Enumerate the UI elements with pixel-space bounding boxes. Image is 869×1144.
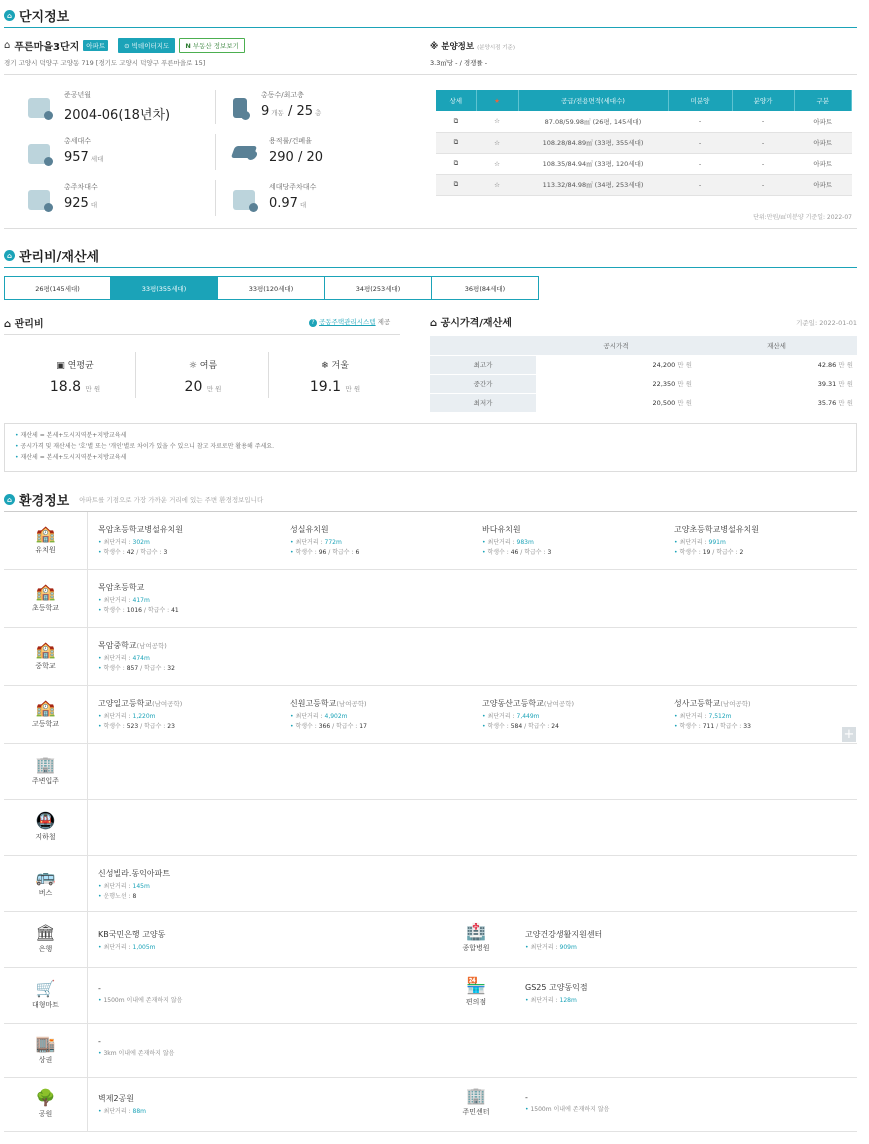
- list-item[interactable]: 목암초등학교병설유치원 • 최단거리 : 302m • 학생수 : 42 / 학급수 : 3: [98, 524, 183, 558]
- household-block: 총세대수 957 세대: [28, 136, 103, 165]
- external-link-icon[interactable]: ⧉: [436, 174, 476, 195]
- complex-header: [4, 38, 245, 53]
- section-divider: [4, 27, 857, 28]
- home-icon: ⌂: [4, 10, 15, 21]
- bank-icon: 🏛: [35, 923, 56, 942]
- fee-source: ? 공동주택관리시스템 제공: [309, 317, 390, 327]
- list-item: - • 3km 이내에 존재하지 않음: [98, 1037, 174, 1059]
- floor-area-ratio-block: 용적률/건폐율 290 / 20: [233, 136, 323, 165]
- favorite-star-header-icon: ★: [476, 90, 518, 111]
- naver-realestate-button[interactable]: N 부동산 정보보기: [179, 38, 245, 53]
- home-icon: ⌂: [4, 494, 15, 505]
- env-section-title: ⌂ 환경정보 아파트를 기점으로 가장 가까운 거리에 있는 주변 환경정보입니다: [4, 490, 263, 509]
- tab-26[interactable]: 26평(145세대): [4, 276, 111, 300]
- complex-name: 푸른마을3단지: [14, 42, 80, 53]
- store-24-icon: 🏪: [466, 976, 486, 995]
- building-icon: 🏢: [35, 755, 56, 774]
- hospital-icon: 🏥: [466, 922, 486, 941]
- complex-section-title: ⌂ 단지정보: [4, 6, 69, 25]
- price-title: ⌂ 공시가격/재산세: [430, 318, 512, 329]
- table-row: 중간가 22,350 만 원 39.31 만 원: [430, 374, 857, 393]
- park-icon: 🌳: [35, 1088, 56, 1107]
- list-item[interactable]: 고양동산고등학교(남여공학) • 최단거리 : 7,449m • 학생수 : 584 / 학급수 : 24: [482, 698, 574, 732]
- list-item[interactable]: 성실유치원 • 최단거리 : 772m • 학생수 : 96 / 학급수 : 6: [290, 524, 359, 558]
- bigdata-map-button[interactable]: ⊙ 빅데이터지도: [118, 38, 175, 53]
- people-icon: [28, 144, 50, 164]
- layers-icon: [231, 146, 257, 158]
- env-row-market: 🏬 상권 - • 3km 이내에 존재하지 않음: [4, 1024, 857, 1078]
- list-item[interactable]: 신성빌라.동익아파트 • 최단거리 : 145m • 운행노선 : 8: [98, 868, 170, 902]
- kindergarten-icon: 🏫: [35, 524, 56, 543]
- external-link-icon[interactable]: ⧉: [436, 132, 476, 153]
- list-item[interactable]: 바다유치원 • 최단거리 : 983m • 학생수 : 46 / 학급수 : 3: [482, 524, 551, 558]
- env-row-nearby: 🏢 주변입주: [4, 744, 857, 800]
- complex-address: 경기 고양시 덕양구 고양동 719 [경기도 고양시 덕양구 푸른마을로 15]: [4, 59, 206, 67]
- subway-icon: 🚇: [35, 811, 56, 830]
- bus-icon: 🚌: [35, 867, 56, 886]
- star-icon[interactable]: ☆: [476, 111, 518, 132]
- fee-summer: ☼ 여름 20 만 원: [184, 361, 222, 395]
- community-center-icon: 🏢: [466, 1086, 486, 1105]
- type-badge: 아파트: [83, 40, 108, 51]
- list-item[interactable]: 고양건강생활지원센터 • 최단거리 : 909m: [525, 929, 602, 953]
- list-item[interactable]: 신원고등학교(남여공학) • 최단거리 : 4,902m • 학생수 : 366 / 학급수 : 17: [290, 698, 367, 732]
- snowflake-icon: ❄: [321, 361, 329, 371]
- env-row-park: 🌳 공원 벽제2공원 • 최단거리 : 88m 🏢 주민센터 - • 1500m 이내에 존재하지 않음: [4, 1078, 857, 1132]
- table-row: 최저가 20,500 만 원 35.76 만 원: [430, 393, 857, 412]
- home-icon: ⌂: [4, 250, 15, 261]
- env-row-bus: 🚌 버스 신성빌라.동익아파트 • 최단거리 : 145m • 운행노선 : 8: [4, 856, 857, 912]
- house-car-icon: [233, 190, 255, 210]
- list-item[interactable]: KB국민은행 고양동 • 최단거리 : 1,005m: [98, 929, 165, 953]
- area-table: 상세 ★ 공급/전용면적(세대수) 미분양 분양가 구분 ⧉ ☆ 87.08/59.98㎡ (26평, 145세대) - - 아파트 ⧉ ☆ 108.28/84.89㎡ (33평, 355세대) - - 아파트 ⧉ ☆ 108.35/84.94㎡ (33평, 120세대) - - 아파트 ⧉ ☆ 113.32/84.98㎡ (34평, 253세대) - - 아파트: [436, 90, 852, 196]
- build-date-block: 준공년월 2004-06(18년차): [28, 90, 170, 123]
- env-row-high: 🏫 고등학교 고양일고등학교(남여공학) • 최단거리 : 1,220m • 학생수 : 523 / 학급수 : 23 신원고등학교(남여공학) • 최단거리 : 4,902m • 학생수 : 366 / 학급수 : 17 고양동산고등학교(남여공학) • 최단거리 : 7,449m • 학생수 : 584 / 학급수 : 24 성사고등학교(남여공학) • 최단거리 : 7,512m • 학생수 : 711 / 학급수 : 33: [4, 686, 857, 744]
- apartment-icon: [233, 98, 247, 118]
- divider: [4, 74, 857, 75]
- table-row: 최고가 24,200 만 원 42.86 만 원: [430, 355, 857, 374]
- area-table-scroll[interactable]: [436, 90, 852, 205]
- list-item[interactable]: 목암초등학교 • 최단거리 : 417m • 학생수 : 1016 / 학급수 : 41: [98, 582, 179, 616]
- env-row-subway: 🚇 지하철: [4, 800, 857, 856]
- price-date: 기준일: 2022-01-01: [796, 319, 857, 327]
- sale-info-value: 3.3㎡당 - / 경쟁률 -: [430, 59, 488, 67]
- table-row: ⧉ ☆ 113.32/84.98㎡ (34평, 253세대) - - 아파트: [436, 174, 852, 195]
- star-icon[interactable]: ☆: [476, 132, 518, 153]
- list-item[interactable]: GS25 고양동익점 • 최단거리 : 128m: [525, 982, 588, 1006]
- tab-36[interactable]: 36평(84세대): [432, 276, 539, 300]
- parking-block: 총주차대수 925 대: [28, 182, 98, 211]
- middle-school-icon: 🏫: [35, 640, 56, 659]
- parking-car-icon: [28, 190, 50, 210]
- list-item[interactable]: 목암중학교(남여공학) • 최단거리 : 474m • 학생수 : 857 / 학급수 : 32: [98, 640, 175, 674]
- tab-34[interactable]: 34평(253세대): [325, 276, 432, 300]
- table-row: ⧉ ☆ 87.08/59.98㎡ (26평, 145세대) - - 아파트: [436, 111, 852, 132]
- building-clock-icon: [28, 98, 50, 118]
- list-item: - • 1500m 이내에 존재하지 않음: [98, 984, 182, 1006]
- expand-plus-button[interactable]: +: [843, 727, 855, 742]
- building-count-block: 총동수/최고층 9 개동 / 25 층: [233, 90, 321, 119]
- star-icon[interactable]: ☆: [476, 174, 518, 195]
- tab-33-120[interactable]: 33평(120세대): [218, 276, 325, 300]
- shop-icon: 🏬: [35, 1034, 56, 1053]
- sun-icon: ☼: [188, 361, 197, 371]
- price-table: 공시가격 재산세 최고가 24,200 만 원 42.86 만 원 중간가 22,350 만 원 39.31 만 원 최저가 20,500 만 원 35.76 만 원: [430, 336, 857, 413]
- external-link-icon[interactable]: ⧉: [436, 153, 476, 174]
- tab-33-355[interactable]: 33평(355세대): [111, 276, 218, 300]
- pyeong-tabs: [4, 276, 539, 300]
- env-row-middle: 🏫 중학교 목암중학교(남여공학) • 최단거리 : 474m • 학생수 : 857 / 학급수 : 32: [4, 628, 857, 686]
- elementary-school-icon: 🏫: [35, 582, 56, 601]
- mgmt-section-title: ⌂ 관리비/재산세: [4, 246, 99, 265]
- list-item[interactable]: 벽제2공원 • 최단거리 : 88m: [98, 1093, 146, 1117]
- fee-title: ⌂ 관리비: [4, 319, 44, 330]
- notes-box: • 재산세 = 본세+도시지역분+지방교육세 • 공시가격 및 재산세는 '호'별 또는 '개인'별로 차이가 있을 수 있으니 참고 자료로만 활용해 주세요. • 재산세 = 본세+도시지역분+지방교육세: [4, 423, 857, 472]
- env-row-mart: 🛒 대형마트 - • 1500m 이내에 존재하지 않음 🏪 편의점 GS25 고양동익점 • 최단거리 : 128m: [4, 968, 857, 1024]
- fee-winter: ❄ 겨울 19.1 만 원: [309, 361, 361, 395]
- table-row: ⧉ ☆ 108.28/84.89㎡ (33평, 355세대) - - 아파트: [436, 132, 852, 153]
- cart-icon: 🛒: [35, 979, 56, 998]
- list-item[interactable]: 성사고등학교(남여공학) • 최단거리 : 7,512m • 학생수 : 711 / 학급수 : 33: [674, 698, 751, 732]
- list-item[interactable]: 고양일고등학교(남여공학) • 최단거리 : 1,220m • 학생수 : 523 / 학급수 : 23: [98, 698, 182, 732]
- env-row-elementary: 🏫 초등학교 목암초등학교 • 최단거리 : 417m • 학생수 : 1016 / 학급수 : 41: [4, 570, 857, 628]
- env-row-kindergarten: 🏫 유치원 목암초등학교병설유치원 • 최단거리 : 302m • 학생수 : 42 / 학급수 : 3 성실유치원 • 최단거리 : 772m • 학생수 : 96 / 학급수 : 6 바다유치원 • 최단거리 : 983m • 학생수 : 46 / 학급수 : 3 고양초등학교병설유치원 • 최단거리 : 991m • 학생수 : 19 / 학급수 : 2: [4, 512, 857, 570]
- area-table-footnote: 단위:만원/㎡미분양 기준일: 2022-07: [753, 214, 852, 221]
- parking-per-household-block: 세대당주차대수 0.97 대: [233, 182, 316, 211]
- list-item: - • 1500m 이내에 존재하지 않음: [525, 1093, 609, 1115]
- sale-info-title: ※ 분양정보 (분양시점 기준): [430, 42, 515, 52]
- help-icon: ?: [309, 319, 317, 327]
- high-school-icon: 🏫: [35, 698, 56, 717]
- calendar-icon: ▣: [56, 361, 65, 371]
- table-row: ⧉ ☆ 108.35/84.94㎡ (33평, 120세대) - - 아파트: [436, 153, 852, 174]
- fee-annual: ▣ 연평균 18.8 만 원: [49, 361, 101, 395]
- env-row-bank: 🏛 은행 KB국민은행 고양동 • 최단거리 : 1,005m 🏥 종합병원 고양건강생활지원센터 • 최단거리 : 909m: [4, 912, 857, 968]
- external-link-icon[interactable]: ⧉: [436, 111, 476, 132]
- kapt-link[interactable]: 공동주택관리시스템: [319, 318, 376, 326]
- list-item[interactable]: 고양초등학교병설유치원 • 최단거리 : 991m • 학생수 : 19 / 학급수 : 2: [674, 524, 759, 558]
- star-icon[interactable]: ☆: [476, 153, 518, 174]
- home-outline-icon: ⌂: [4, 40, 11, 51]
